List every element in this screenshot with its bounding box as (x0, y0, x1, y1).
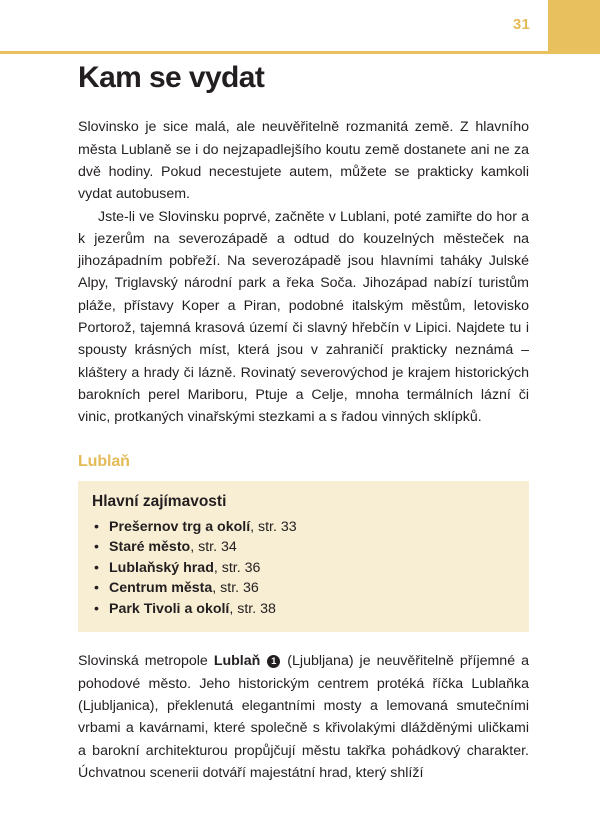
poi-name: Centrum města (109, 580, 213, 597)
poi-page-ref: , str. 36 (213, 559, 261, 576)
map-marker-icon: 1 (267, 655, 280, 668)
bullet-icon: • (94, 580, 99, 597)
list-item[interactable] (92, 599, 515, 620)
bullet-icon: • (94, 559, 99, 576)
poi-name: Prešernov trg a okolí (109, 518, 251, 535)
list-item[interactable] (92, 517, 515, 538)
list-item[interactable] (92, 537, 515, 558)
poi-page-ref: , str. 36 (212, 580, 259, 597)
city-name-bold: Lublaň (213, 653, 261, 670)
section-heading-lublan: Lublaň (78, 452, 130, 470)
list-item[interactable] (92, 558, 515, 579)
page-thumb-tab (548, 0, 600, 52)
poi-page-ref: , str. 38 (229, 600, 276, 617)
poi-page-ref: , str. 34 (190, 539, 237, 556)
poi-name: Staré město (109, 539, 191, 556)
paragraph-overview: Jste-li ve Slovinsku poprvé, začněte v Lublani, poté zamiřte do hor a k jezerům na severozápadě a odtud do kouzelných městeček na jihozápadním pobřeží. Na severozápadě jsou hlavními taháky Julské Alpy, Triglavský národní park a řeka Soča. Jihozápad nabízí turistům pláže, přístavy Koper a Piran, podobné italským městům, letovisko Portorož, tajemná krasová území či slavný hřebčín v Lipici. Najdete tu i spousty krásných míst, která jsou v zahraničí prakticky neznámá – kláštery a hrady či lázně. Rovinatý severovýchod je krajem historických barokních perel Mariboru, Ptuje a Celje, mnoha termálních lázní či vinic, protkaných vinařskými stezkami a s řadou vinných sklípků. (78, 208, 529, 426)
city-paragraph-rest: (Ljubljana) je neuvěřitelně příjemné a pohodové město. Jeho historickým centrem protéká říčka Lublaňka (Ljubljanica), překlenutá elegantními mosty a lemovaná smutečními vrbami a kavárnami, které společně s křivolakými dlážděnými uličkami a barokní architekturou propůjčují městu takřka pohádkový charakter. Úchvatnou scenerii dotváří majestátní hrad, který shlíží (78, 653, 529, 781)
bullet-icon: • (94, 600, 99, 617)
running-head (0, 0, 600, 52)
paragraph-intro: Slovinsko je sice malá, ale neuvěřitelně rozmanitá země. Z hlavního města Lublaně se i do nejzapadlejšího koutu země dostanete ani ne za dvě hodiny. Pokud necestujete autem, můžete se prakticky kamkoli vydat autobusem. (78, 119, 529, 203)
bullet-icon: • (94, 518, 99, 535)
poi-name: Park Tivoli a okolí (109, 600, 230, 617)
page-number: 31 (512, 16, 530, 33)
poi-name: Lublaňský hrad (109, 559, 214, 576)
page-title: Kam se vydat (78, 61, 265, 94)
poi-page-ref: , str. 33 (250, 518, 297, 535)
header-rule (0, 51, 600, 54)
highlights-list (92, 517, 515, 620)
city-paragraph-lead: Slovinská metropole (78, 653, 214, 670)
paragraph-city (78, 650, 529, 784)
text-column (78, 62, 529, 784)
highlights-box-title: Hlavní zajímavosti (92, 493, 227, 511)
bullet-icon: • (94, 539, 99, 556)
list-item[interactable] (92, 578, 515, 599)
highlights-box (78, 481, 529, 632)
